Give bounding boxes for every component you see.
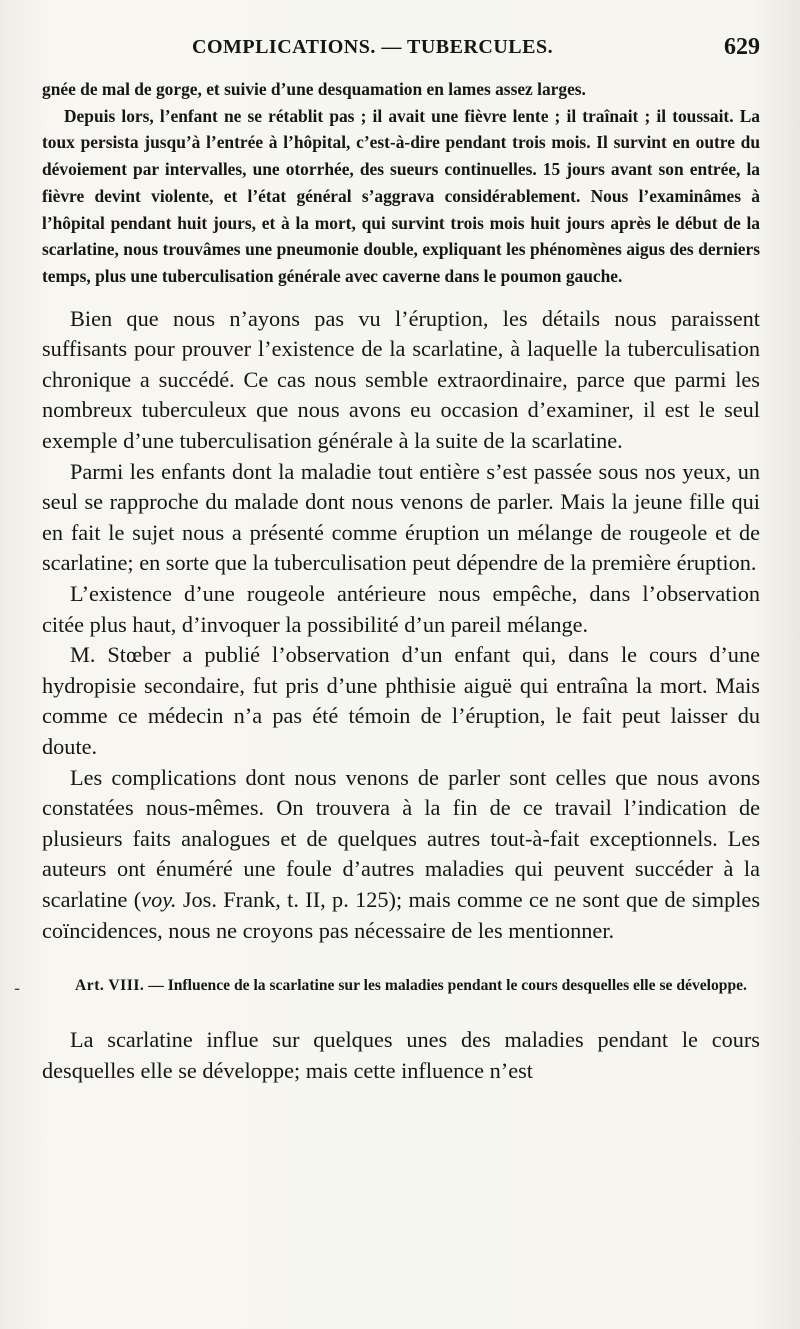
body-paragraph-5 xyxy=(42,763,760,947)
observation-paragraph: Depuis lors, l’enfant ne se rétablit pas ; il avait une fièvre lente ; il traînait ; il toussait. La toux persista jusqu’à l’entrée à l’hôpital, c’est-à-dire pendant trois mois. Il survint en outre du dévoiement par intervalles, une otorrhée, des sueurs continuelles. 15 jours avant son entrée, la fièvre devint violente, et l’état général s’aggrava considérablement. Nous l’examinâmes à l’hôpital pendant huit jours, et à la mort, qui survint trois mois huit jours après le début de la scarlatine, nous trouvâmes une pneumonie double, expliquant les phénomènes aigus des derniers temps, plus une tuberculisation générale avec caverne dans le poumon gauche. xyxy=(42,105,760,286)
running-head xyxy=(42,36,760,76)
article-title: — Influence de la scarlatine sur les maladies pendant le cours desquelles elle se développe. xyxy=(144,977,747,995)
margin-mark: - xyxy=(14,978,21,999)
article-label: Art. VIII. xyxy=(75,977,145,995)
p5-voy: voy. xyxy=(141,886,177,912)
body-paragraph-1: Bien que nous n’ayons pas vu l’éruption, les détails nous paraissent suffisants pour prouver l’existence de la scarlatine, à laquelle la tuberculisation chronique a succédé. Ce cas nous semble extraordinaire, parce que parmi les nombreux tuberculeux que nous avons eu occasion d’examiner, il est le seul exemple d’une tuberculisation générale à la suite de la scarlatine. xyxy=(42,305,760,453)
body-paragraph-3: L’existence d’une rougeole antérieure nous empêche, dans l’observation citée plus haut, d’invoquer la possibilité d’un pareil mélange. xyxy=(42,580,760,637)
body-paragraph-4: M. Stœber a publié l’observation d’un enfant qui, dans le cours d’une hydropisie secondaire, fut pris d’une phthisie aiguë qui entraîna la mort. Mais comme ce médecin n’a pas été témoin de l’éruption, le fait peut laisser du doute. xyxy=(42,642,760,759)
observation-end-line: gnée de mal de gorge, et suivie d’une desquamation en lames assez larges. xyxy=(42,79,586,99)
body-paragraph-2: Parmi les enfants dont la maladie tout entière s’est passée sous nos yeux, un seul se rapproche du malade dont nous venons de parler. Mais la jeune fille qui en fait le sujet nous a présenté comme éruption un mélange de rougeole et de scarlatine; en sorte que la tuberculisation peut dépendre de la première éruption. xyxy=(42,458,760,576)
last-paragraph: La scarlatine influe sur quelques unes des maladies pendant le cours desquelles elle se développe; mais cette influence n’est xyxy=(42,1027,760,1083)
page-number: 629 xyxy=(724,34,760,60)
article-heading xyxy=(42,974,760,997)
running-title: COMPLICATIONS. — TUBERCULES. xyxy=(192,36,554,58)
p5-text-after: Jos. Frank, t. II, p. 125); mais comme ce ne sont que de simples coïncidences, nous ne croyons pas nécessaire de les mentionner. xyxy=(42,886,760,943)
p5-text-before: Les complications dont nous venons de parler sont celles que nous avons constatées nous-mêmes. On trouvera à la fin de ce travail l’indication de plusieurs faits analogues et de quelques autres tout-à-fait exceptionnels. Les auteurs ont énuméré une foule d’autres maladies qui peuvent succéder à la scarlatine ( xyxy=(42,764,760,912)
